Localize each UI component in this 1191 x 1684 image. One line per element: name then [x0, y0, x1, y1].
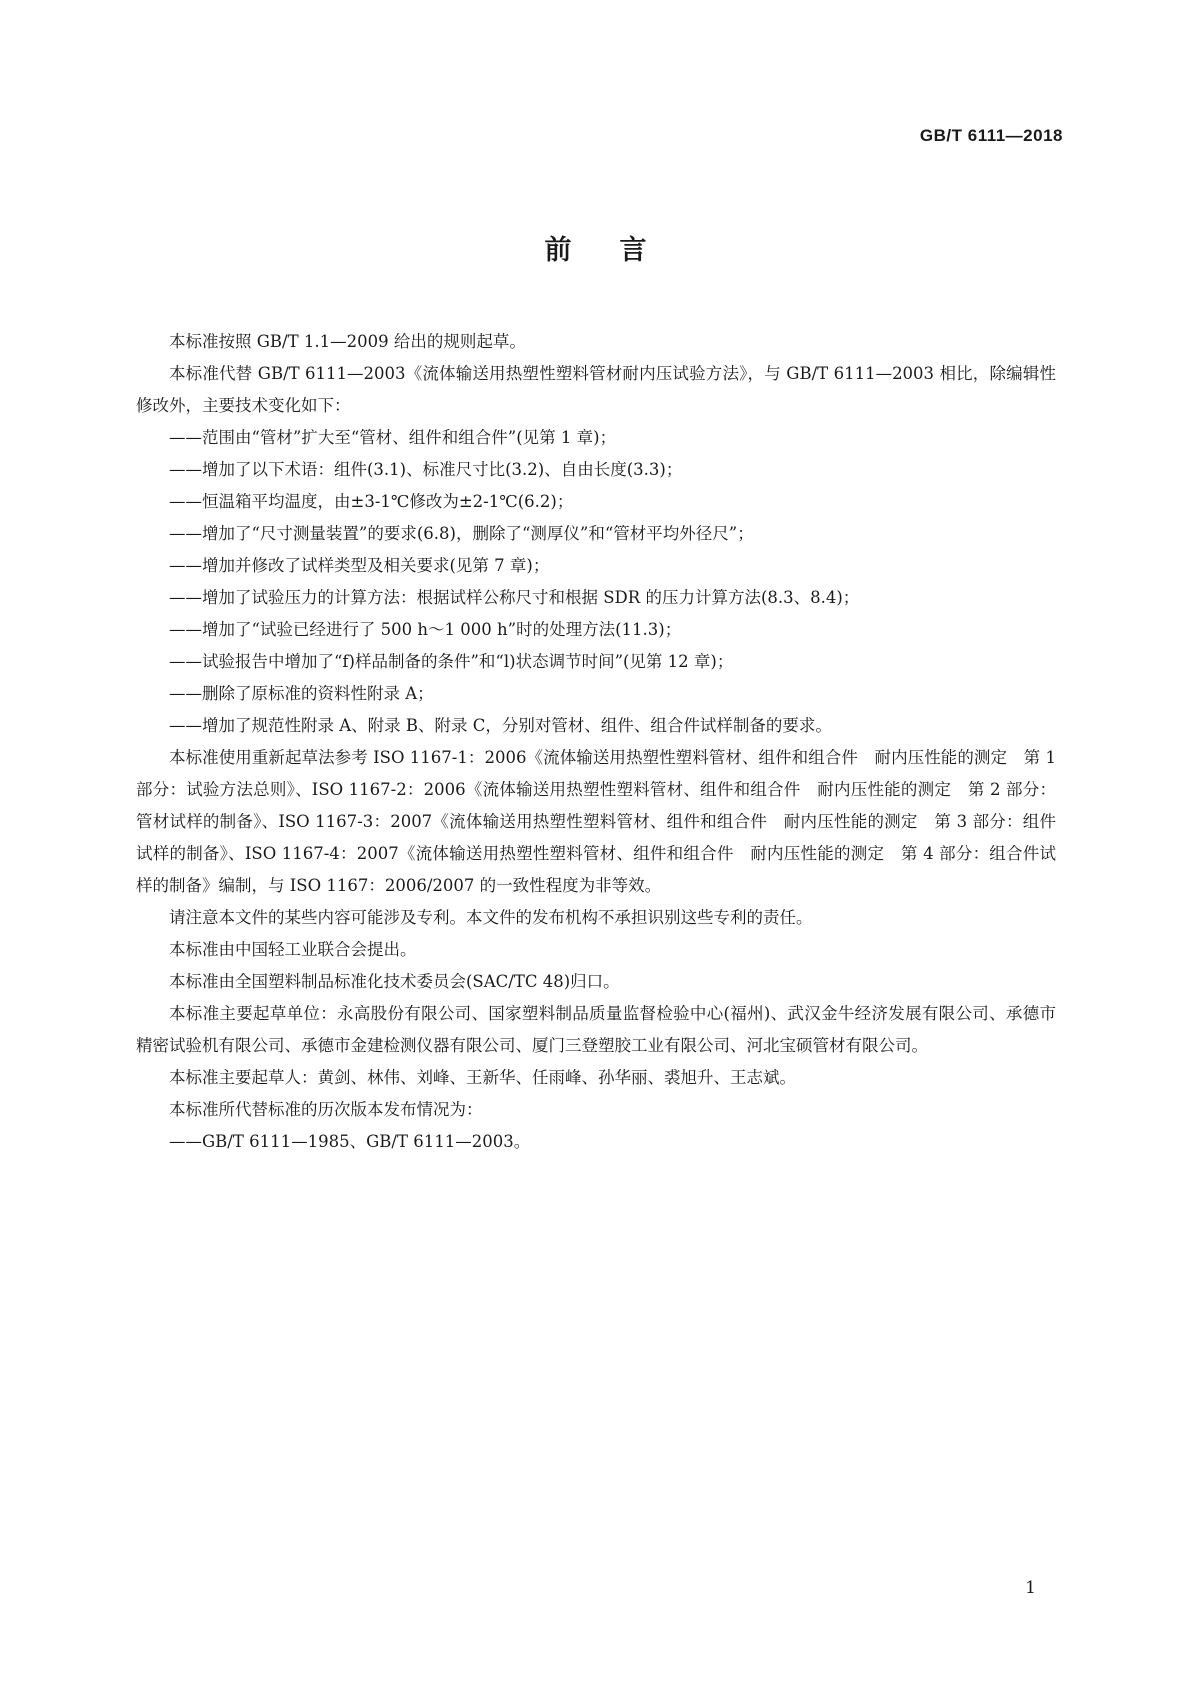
- list-item: ——增加了“试验已经进行了 500 h～1 000 h”时的处理方法(11.3)；: [169, 620, 682, 639]
- list-item: ——增加了规范性附录 A、附录 B、附录 C，分别对管材、组件、组合件试样制备的要求。: [169, 716, 832, 735]
- list-item: ——范围由“管材”扩大至“管材、组件和组合件”(见第 1 章)；: [169, 428, 617, 447]
- page-title: 前言: [544, 235, 695, 266]
- list-item: ——试验报告中增加了“f)样品制备的条件”和“l)状态调节时间”(见第 12 章)；: [169, 652, 734, 671]
- list-item: ——GB/T 6111—1985、GB/T 6111—2003。: [169, 1132, 531, 1151]
- standard-code: GB/T 6111—2018: [919, 126, 1063, 145]
- paragraph: 本标准主要起草单位：永高股份有限公司、国家塑料制品质量监督检验中心(福州)、武汉金牛经济发展有限公司、承德市精密试验机有限公司、承德市金建检测仪器有限公司、厦门三登塑胶工业有限公司、河北宝硕管材有限公司。: [136, 1004, 1056, 1055]
- list-item: ——增加了“尺寸测量装置”的要求(6.8)，删除了“测厚仪”和“管材平均外径尺”；: [169, 524, 754, 543]
- paragraph: 本标准使用重新起草法参考 ISO 1167-1：2006《流体输送用热塑性塑料管材、组件和组合件 耐内压性能的测定 第 1 部分：试验方法总则》、ISO 1167-2：2006《流体输送用热塑性塑料管材、组件和组合件 耐内压性能的测定 第 2 部分：管材试样的制备》、ISO 1167-3：2007《流体输送用热塑性塑料管材、组件和组合件 耐内压性能的测定 第 3 部分：组件试样的制备》、ISO 1167-4：2007《流体输送用热塑性塑料管材、组件和组合件 耐内压性能的测定 第 4 部分：组合件试样的制备》编制，与 ISO 1167：2006/2007 的一致性程度为非等效。: [136, 748, 1056, 895]
- list-item: ——删除了原标准的资料性附录 A；: [169, 684, 434, 703]
- paragraph: 本标准由中国轻工业联合会提出。: [169, 940, 417, 959]
- list-item: ——增加了以下术语：组件(3.1)、标准尺寸比(3.2)、自由长度(3.3)；: [169, 460, 683, 479]
- paragraph: 本标准按照 GB/T 1.1—2009 给出的规则起草。: [169, 332, 526, 351]
- document-body: [136, 326, 1056, 1158]
- paragraph: 本标准所代替标准的历次版本发布情况为：: [169, 1100, 483, 1119]
- paragraph: 本标准代替 GB/T 6111—2003《流体输送用热塑性塑料管材耐内压试验方法》，与 GB/T 6111—2003 相比，除编辑性修改外，主要技术变化如下：: [136, 364, 1056, 415]
- list-item: ——增加了试验压力的计算方法：根据试样公称尺寸和根据 SDR 的压力计算方法(8.3、8.4)；: [169, 588, 860, 607]
- page-number: 1: [1025, 1578, 1036, 1598]
- paragraph: 请注意本文件的某些内容可能涉及专利。本文件的发布机构不承担识别这些专利的责任。: [169, 908, 813, 927]
- paragraph: 本标准主要起草人：黄剑、林伟、刘峰、王新华、任雨峰、孙华丽、裘旭升、王志斌。: [169, 1068, 796, 1087]
- paragraph: 本标准由全国塑料制品标准化技术委员会(SAC/TC 48)归口。: [169, 972, 620, 991]
- list-item: ——恒温箱平均温度，由±3-1℃修改为±2-1℃(6.2)；: [169, 492, 574, 511]
- list-item: ——增加并修改了试样类型及相关要求(见第 7 章)；: [169, 556, 550, 575]
